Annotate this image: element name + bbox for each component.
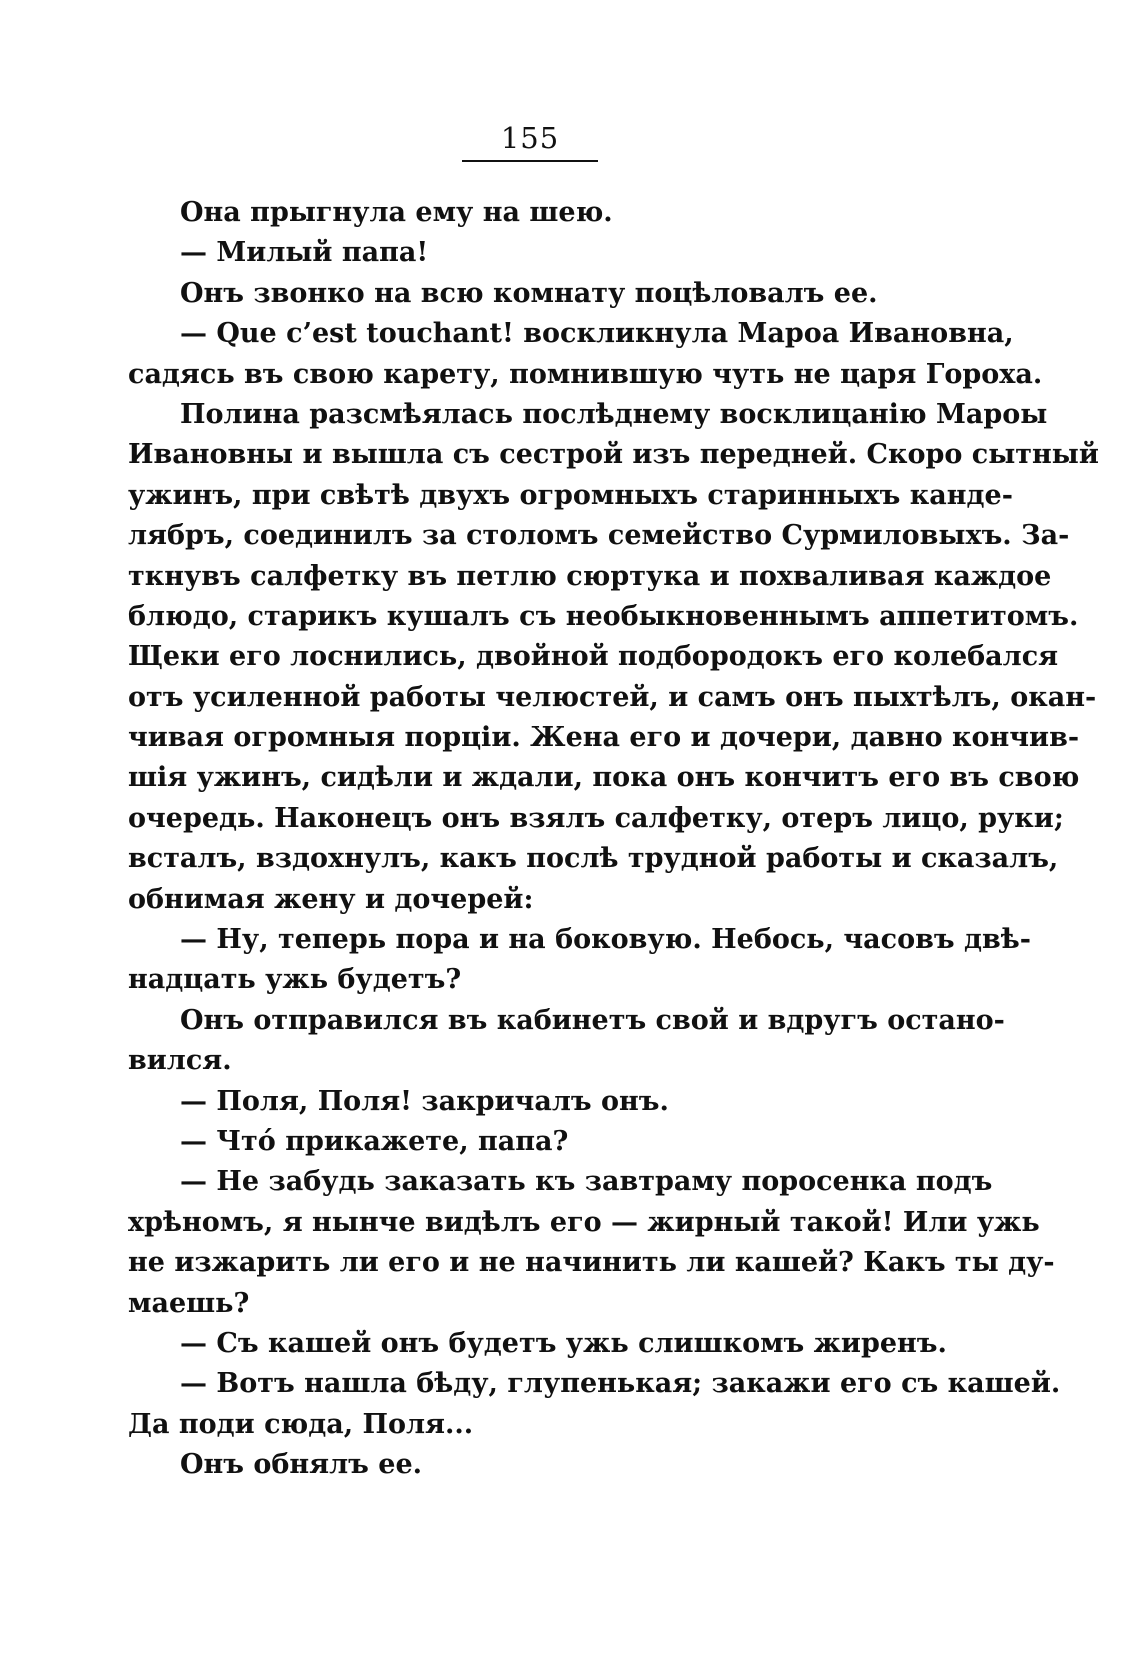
page-number: 155: [500, 121, 560, 155]
text-line: садясь въ свою карету, помнившую чуть не царя Гороха.: [128, 358, 1043, 390]
page-number-rule: [462, 160, 598, 162]
text-line: Полина разсмѣялась послѣднему восклицанію Мароы: [180, 398, 1048, 430]
text-line: — Что́ прикажете, папа?: [180, 1125, 569, 1157]
text-line: лябръ, соединилъ за столомъ семейство Сурмиловыхъ. За-: [128, 520, 1070, 552]
text-line: чивая огромныя порціи. Жена его и дочери, давно кончив-: [128, 722, 1080, 754]
text-line: Да поди сюда, Поля...: [128, 1408, 474, 1440]
text-line: Ивановны и вышла съ сестрой изъ передней. Скоро сытный: [128, 439, 1099, 471]
text-line: всталъ, вздохнулъ, какъ послѣ трудной работы и сказалъ,: [128, 843, 1059, 875]
text-line: не изжарить ли его и не начинить ли кашей? Какъ ты ду-: [128, 1247, 1055, 1279]
body-text: [128, 193, 1099, 1486]
text-line: — Que c’est touchant! воскликнула Мароа Ивановна,: [180, 318, 1014, 350]
text-line: — Милый папа!: [180, 237, 429, 269]
text-line: — Не забудь заказать къ завтраму поросенка подъ: [180, 1166, 993, 1198]
text-line: очередь. Наконецъ онъ взялъ салфетку, отеръ лицо, руки;: [128, 802, 1064, 834]
text-line: маешь?: [128, 1287, 250, 1319]
text-line: Щеки его лоснились, двойной подбородокъ его колебался: [128, 641, 1059, 673]
text-line: Онъ обнялъ ее.: [180, 1449, 423, 1481]
text-line: Онъ звонко на всю комнату поцѣловалъ ее.: [180, 277, 878, 309]
text-line: ткнувъ салфетку въ петлю сюртука и похваливая каждое: [128, 560, 1052, 592]
text-line: блюдо, старикъ кушалъ съ необыкновеннымъ аппетитомъ.: [128, 600, 1079, 632]
text-line: — Съ кашей онъ будетъ ужь слишкомъ жиренъ.: [180, 1327, 947, 1359]
text-line: — Вотъ нашла бѣду, глупенькая; закажи его съ кашей.: [180, 1368, 1061, 1400]
text-line: шія ужинъ, сидѣли и ждали, пока онъ кончитъ его въ свою: [128, 762, 1080, 794]
text-line: надцать ужь будетъ?: [128, 964, 462, 996]
text-line: Онъ отправился въ кабинетъ свой и вдругъ остано-: [180, 1004, 1005, 1036]
text-line: — Ну, теперь пора и на боковую. Небось, часовъ двѣ-: [180, 924, 1031, 956]
text-line: вился.: [128, 1045, 232, 1077]
text-line: отъ усиленной работы челюстей, и самъ онъ пыхтѣлъ, окан-: [128, 681, 1097, 713]
text-line: обнимая жену и дочерей:: [128, 883, 534, 915]
text-line: — Поля, Поля! закричалъ онъ.: [180, 1085, 669, 1117]
text-line: ужинъ, при свѣтѣ двухъ огромныхъ старинныхъ канде-: [128, 479, 1013, 511]
text-line: Она прыгнула ему на шею.: [180, 197, 613, 228]
text-line: хрѣномъ, я нынче видѣлъ его — жирный такой! Или ужь: [128, 1206, 1040, 1238]
